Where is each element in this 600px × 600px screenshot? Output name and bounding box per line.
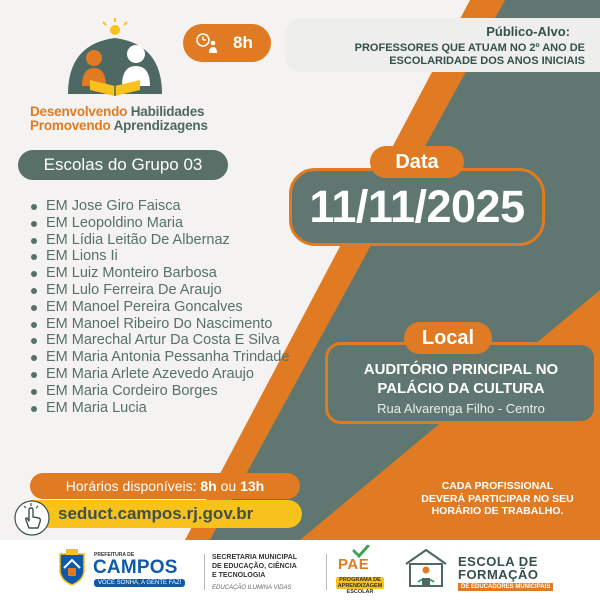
list-item: EM Lídia Leitão De Albernaz [30, 232, 289, 249]
duration-badge [183, 24, 271, 62]
list-item: EM Manoel Pereira Goncalves [30, 299, 289, 316]
list-item: EM Maria Cordeiro Borges [30, 383, 289, 400]
list-item: EM Marechal Artur Da Costa E Silva [30, 332, 289, 349]
escola-logo [458, 555, 539, 581]
location-line: AUDITÓRIO PRINCIPAL NO [363, 361, 559, 378]
duration-label: 8h [233, 33, 253, 52]
group-title: Escolas do Grupo 03 [18, 150, 228, 180]
city-crest-icon [56, 548, 88, 586]
notice-line: DEVERÁ PARTICIPAR NO SEU [421, 492, 574, 505]
brand-word: Desenvolvendo [30, 104, 128, 119]
secretaria-logo [212, 553, 322, 580]
list-item: EM Maria Lucia [30, 400, 289, 417]
brand-word: Promovendo [30, 118, 111, 133]
location-line: PALÁCIO DA CULTURA [377, 380, 545, 397]
event-date: 11/11/2025 [289, 168, 545, 246]
escola-subtitle: DE EDUCADORES MUNICIPAIS [458, 583, 553, 591]
pae-sub-line: PROGRAMA DE [339, 577, 381, 583]
secretaria-line: SECRETARIA MUNICIPAL [212, 554, 298, 561]
list-item: EM Manoel Ribeiro Do Nascimento [30, 316, 289, 333]
website-link[interactable]: seduct.campos.rj.gov.br [30, 500, 302, 528]
pae-sub-line: APRENDIZAGEM ESCOLAR [337, 583, 383, 595]
secretaria-line: E TECNOLOGIA [212, 572, 266, 579]
schedule-slot: 13h [240, 478, 265, 494]
school-list [30, 198, 289, 416]
participation-notice [410, 480, 585, 518]
location-address: Rua Alvarenga Filho - Centro [377, 401, 545, 416]
list-item: EM Leopoldino Maria [30, 215, 289, 232]
list-item: EM Lulo Ferreira De Araujo [30, 282, 289, 299]
notice-line: CADA PROFISSIONAL [441, 480, 554, 492]
list-item: EM Lions Ii [30, 248, 289, 265]
footer-divider [326, 554, 327, 590]
escola-line: ESCOLA DE [458, 554, 538, 569]
list-item: EM Jose Giro Faisca [30, 198, 289, 215]
schedule-slot: 8h [200, 478, 217, 494]
secretaria-line: DE EDUCAÇÃO, CIÊNCIA [212, 563, 297, 570]
audience-title: Público-Alvo: [486, 24, 570, 39]
pae-logo: PAE [338, 556, 370, 573]
target-audience-box [285, 18, 600, 72]
audience-line: PROFESSORES QUE ATUAM NO 2º ANO DE [354, 42, 585, 54]
pae-subtitle [336, 577, 384, 595]
notice-line: HORÁRIO DE TRABALHO. [431, 505, 564, 517]
tap-hand-icon [14, 500, 50, 536]
brand-word: Aprendizagens [113, 118, 208, 133]
clock-people-icon [195, 32, 219, 54]
schedule-joiner: ou [220, 478, 237, 494]
location-label: Local [404, 322, 492, 354]
date-label: Data [370, 146, 464, 178]
list-item: EM Maria Arlete Azevedo Araujo [30, 366, 289, 383]
secretaria-slogan: EDUCAÇÃO ILUMINA VIDAS [212, 585, 292, 591]
schedule-prefix: Horários disponíveis: [65, 478, 197, 494]
prefeitura-label: PREFEITURA DE [94, 552, 135, 558]
school-building-icon [402, 546, 450, 590]
list-item: EM Maria Antonia Pessanha Trindade [30, 349, 289, 366]
campos-slogan: VOCÊ SONHA, A GENTE FAZ! [94, 579, 185, 587]
brand-line-2 [30, 118, 208, 133]
schedule-badge [30, 473, 300, 499]
campos-logo: CAMPOS [93, 557, 178, 578]
list-item: EM Luiz Monteiro Barbosa [30, 265, 289, 282]
event-location [325, 342, 597, 424]
audience-line: ESCOLARIDADE DOS ANOS INICIAIS [389, 55, 585, 67]
escola-line: FORMAÇÃO [458, 567, 539, 582]
brand-word: Habilidades [130, 104, 205, 119]
program-logo-icon [60, 16, 170, 98]
brand-line-1 [30, 104, 204, 119]
footer-divider [204, 554, 205, 590]
